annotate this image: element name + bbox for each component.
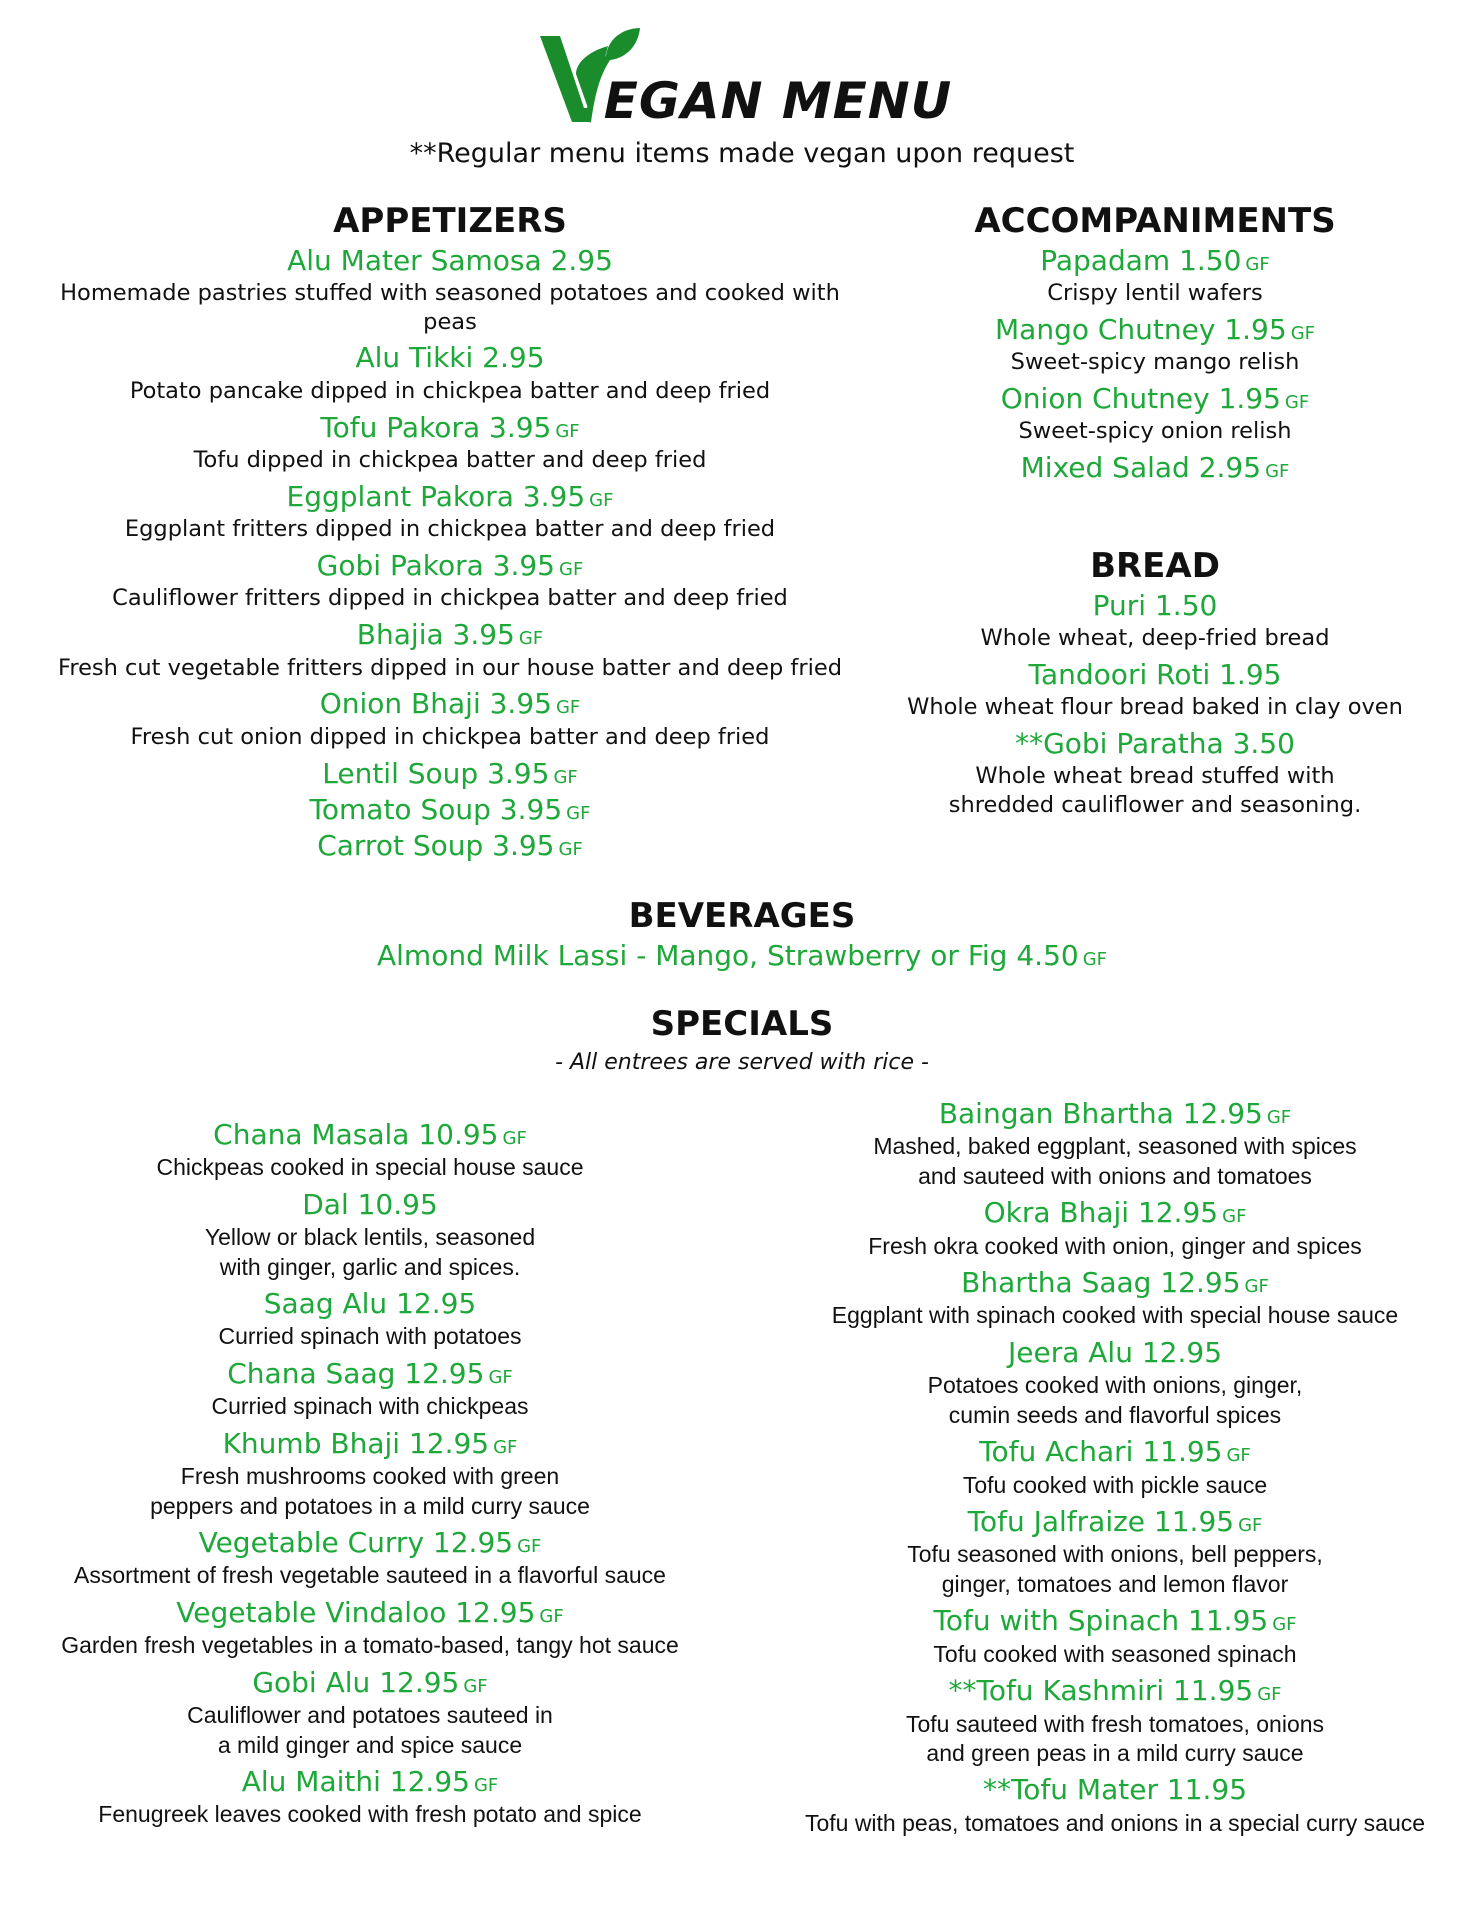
gluten-free-badge: GF [1272, 1614, 1297, 1636]
item-name-text: Mixed Salad 2.95 [1020, 451, 1262, 485]
menu-item-name [880, 381, 1430, 417]
item-name-text: Dal 10.95 [302, 1187, 438, 1221]
menu-item-name [30, 1426, 710, 1462]
section-title: ACCOMPANIMENTS [974, 201, 1336, 241]
item-name-text: Alu Maithi 12.95 [241, 1764, 470, 1798]
menu-item-name [0, 938, 1484, 974]
menu-item-description: Cauliflower fritters dipped in chickpea batter and deep fried [112, 585, 788, 612]
menu-item-description: Potatoes cooked with onions, ginger, cumin seeds and flavorful spices [927, 1372, 1303, 1428]
section-title: BEVERAGES [628, 896, 856, 936]
menu-subtitle: **Regular menu items made vegan upon request [409, 138, 1075, 169]
gluten-free-badge: GF [1265, 461, 1290, 483]
item-name-text: Gobi Alu 12.95 [252, 1665, 460, 1699]
item-name-text: Tofu Jalfraize 11.95 [967, 1505, 1235, 1539]
menu-item-description: Curried spinach with potatoes [218, 1323, 522, 1350]
menu-item-description: Curried spinach with chickpeas [211, 1393, 529, 1420]
item-name-text: Tandoori Roti 1.95 [1028, 657, 1282, 691]
gluten-free-badge: GF [502, 1128, 527, 1149]
item-name-text: Bhartha Saag 12.95 [961, 1266, 1241, 1300]
menu-item-description: Chickpeas cooked in special house sauce [156, 1154, 584, 1181]
menu-title: EGAN MENU [603, 72, 953, 130]
menu-item-description: Fresh mushrooms cooked with green peppers and potatoes in a mild curry sauce [150, 1463, 590, 1519]
menu-item-name [770, 1265, 1460, 1301]
menu-item-name [770, 1434, 1460, 1470]
gluten-free-badge: GF [1244, 1276, 1269, 1298]
gluten-free-badge: GF [589, 489, 614, 511]
menu-item-name [880, 726, 1430, 762]
menu-item-name [770, 1673, 1460, 1709]
beverages-section [0, 895, 1484, 974]
specials-left-column [30, 1117, 710, 1834]
menu-item-name [770, 1096, 1460, 1132]
item-name-text: Tofu with Spinach 11.95 [933, 1604, 1269, 1638]
menu-item-description: Tofu cooked with seasoned spinach [933, 1640, 1297, 1667]
item-name-text: Almond Milk Lassi - Mango, Strawberry or Fig 4.50 [376, 938, 1079, 972]
item-name-text: Tomato Soup 3.95 [309, 793, 563, 826]
menu-item-name [30, 1764, 710, 1800]
gluten-free-badge: GF [473, 1774, 499, 1796]
gluten-free-badge: GF [1257, 1684, 1282, 1706]
item-name-text: Tofu Achari 11.95 [979, 1435, 1223, 1469]
menu-item-description: Fresh okra cooked with onion, ginger and spices [868, 1232, 1362, 1259]
menu-item-description: Eggplant fritters dipped in chickpea batter and deep fried [124, 516, 776, 543]
item-name-text: Vegetable Vindaloo 12.95 [176, 1595, 536, 1629]
menu-item-description: Sweet-spicy mango relish [1010, 349, 1300, 376]
item-name-text: Alu Mater Samosa 2.95 [287, 243, 613, 277]
menu-item-name [770, 1335, 1460, 1371]
menu-item-description: Crispy lentil wafers [1047, 279, 1263, 306]
menu-item-description: Tofu cooked with pickle sauce [962, 1471, 1268, 1498]
menu-item-name [880, 588, 1430, 624]
gluten-free-badge: GF [555, 420, 580, 442]
menu-item-description: Tofu dipped in chickpea batter and deep fried [193, 447, 707, 474]
menu-item-description: Whole wheat flour bread baked in clay oven [907, 694, 1403, 721]
logo [532, 22, 953, 130]
menu-item-description: Mashed, baked eggplant, seasoned with spices and sauteed with onions and tomatoes [873, 1133, 1357, 1189]
menu-item-description: Sweet-spicy onion relish [1018, 418, 1292, 445]
item-name-text: Khumb Bhaji 12.95 [222, 1426, 490, 1460]
menu-item-description: Fenugreek leaves cooked with fresh potato and spice [98, 1801, 642, 1828]
item-name-text: Bhajia 3.95 [356, 618, 515, 652]
menu-item-description: Fresh cut vegetable fritters dipped in our house batter and deep fried [58, 654, 842, 681]
menu-item-description: Fresh cut onion dipped in chickpea batter and deep fried [130, 723, 770, 750]
menu-item-description: Tofu seasoned with onions, bell peppers, ginger, tomatoes and lemon flavor [907, 1541, 1323, 1597]
menu-item-name [770, 1772, 1460, 1808]
gluten-free-badge: GF [463, 1675, 488, 1697]
menu-item-name [880, 243, 1430, 279]
gluten-free-badge: GF [553, 766, 578, 788]
menu-item-description: Homemade pastries stuffed with seasoned potatoes and cooked with peas [60, 279, 840, 335]
menu-item-name [30, 1525, 710, 1561]
item-name-text: Alu Tikki 2.95 [355, 341, 545, 375]
menu-item-name [770, 1603, 1460, 1639]
item-name-text: Chana Masala 10.95 [213, 1118, 499, 1151]
item-name-text: **Tofu Mater 11.95 [982, 1773, 1248, 1807]
menu-item-description: Whole wheat, deep-fried bread [980, 624, 1330, 651]
item-name-text: Carrot Soup 3.95 [317, 829, 555, 863]
menu-item-name [30, 243, 870, 279]
bread-section [880, 545, 1430, 824]
gluten-free-badge: GF [566, 803, 591, 824]
gluten-free-badge: GF [1290, 322, 1315, 344]
menu-item-description: Tofu sauteed with fresh tomatoes, onions and green peas in a mild curry sauce [905, 1710, 1325, 1766]
menu-item-name [30, 1187, 710, 1223]
gluten-free-badge: GF [518, 628, 544, 650]
gluten-free-badge: GF [539, 1605, 564, 1627]
item-name-text: Okra Bhaji 12.95 [983, 1196, 1219, 1230]
item-name-text: Baingan Bhartha 12.95 [938, 1097, 1263, 1130]
section-title: BREAD [1090, 546, 1220, 586]
menu-item-description: Tofu with peas, tomatoes and onions in a special curry sauce [804, 1809, 1426, 1836]
gluten-free-badge: GF [493, 1436, 518, 1458]
accompaniments-section [880, 200, 1430, 486]
gluten-free-badge: GF [558, 839, 583, 861]
item-name-text: Eggplant Pakora 3.95 [286, 479, 586, 513]
menu-item-name [770, 1504, 1460, 1540]
menu-item-name [30, 1595, 710, 1631]
item-name-text: Gobi Pakora 3.95 [316, 549, 555, 583]
item-name-text: Lentil Soup 3.95 [322, 756, 550, 790]
item-name-text: Tofu Pakora 3.95 [320, 410, 552, 444]
item-name-text: **Tofu Kashmiri 11.95 [948, 1674, 1254, 1708]
menu-item-description: Yellow or black lentils, seasoned with ginger, garlic and spices. [204, 1224, 536, 1280]
menu-item-name [880, 450, 1430, 486]
item-name-text: Puri 1.50 [1092, 588, 1218, 622]
item-name-text: Saag Alu 12.95 [263, 1287, 477, 1321]
menu-item-name [30, 1665, 710, 1701]
menu-item-description: Assortment of fresh vegetable sauteed in a flavorful sauce [74, 1562, 666, 1589]
specials-header [0, 1003, 1484, 1075]
menu-item-name [880, 657, 1430, 693]
menu-item-name [30, 1286, 710, 1322]
item-name-text: Mango Chutney 1.95 [995, 312, 1287, 346]
gluten-free-badge: GF [1082, 948, 1108, 970]
gluten-free-badge: GF [1238, 1515, 1263, 1537]
menu-item-name [30, 1356, 710, 1392]
specials-note: - All entrees are served with rice - [555, 1049, 929, 1075]
appetizers-section [30, 200, 870, 865]
menu-item-name [30, 1117, 710, 1153]
menu-item-description: Whole wheat bread stuffed with shredded cauliflower and seasoning. [948, 763, 1362, 819]
item-name-text: Onion Chutney 1.95 [1000, 381, 1281, 415]
gluten-free-badge: GF [1245, 253, 1270, 275]
gluten-free-badge: GF [1226, 1445, 1251, 1467]
section-title: APPETIZERS [333, 201, 567, 241]
section-title: SPECIALS [650, 1004, 834, 1044]
menu-item-name [30, 828, 870, 864]
menu-item-name [30, 756, 870, 792]
menu-item-name [30, 686, 870, 722]
menu-item-name [30, 410, 870, 446]
menu-item-name [880, 312, 1430, 348]
menu-item-description: Garden fresh vegetables in a tomato-based, tangy hot sauce [61, 1632, 679, 1659]
menu-item-name [30, 617, 870, 653]
menu-item-name [30, 792, 870, 828]
gluten-free-badge: GF [517, 1536, 542, 1558]
menu-item-description: Cauliflower and potatoes sauteed in a mild ginger and spice sauce [187, 1702, 553, 1758]
item-name-text: Vegetable Curry 12.95 [198, 1526, 514, 1560]
gluten-free-badge: GF [559, 559, 584, 581]
menu-item-description: Eggplant with spinach cooked with special house sauce [831, 1302, 1399, 1329]
menu-item-name [30, 548, 870, 584]
gluten-free-badge: GF [555, 697, 581, 719]
item-name-text: **Gobi Paratha 3.50 [1015, 726, 1295, 760]
menu-header [0, 22, 1484, 169]
specials-right-column [770, 1096, 1460, 1842]
gluten-free-badge: GF [1284, 391, 1310, 413]
menu-item-name [30, 340, 870, 376]
menu-item-description: Potato pancake dipped in chickpea batter and deep fried [129, 377, 771, 404]
menu-item-name [770, 1195, 1460, 1231]
gluten-free-badge: GF [1266, 1107, 1292, 1128]
gluten-free-badge: GF [488, 1366, 513, 1388]
item-name-text: Jeera Alu 12.95 [1007, 1335, 1223, 1369]
item-name-text: Papadam 1.50 [1040, 243, 1242, 277]
item-name-text: Onion Bhaji 3.95 [319, 687, 552, 721]
gluten-free-badge: GF [1222, 1206, 1247, 1228]
menu-item-name [30, 479, 870, 515]
item-name-text: Chana Saag 12.95 [227, 1356, 485, 1390]
